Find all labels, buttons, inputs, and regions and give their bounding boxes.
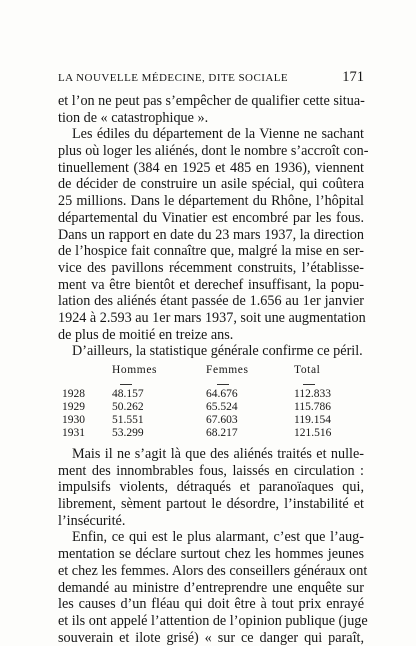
text-line: et ils ont appelé l’attention de l’opinion publique (juge	[58, 612, 368, 629]
text-line: mentation se déclare surtout chez les hommes jeunes	[58, 546, 364, 563]
text-line: Enfin, ce qui est le plus alarmant, c’est que l’aug-	[72, 529, 364, 546]
table-cell: 1930	[62, 414, 85, 426]
table-header-cell: Total	[294, 364, 321, 376]
paragraph	[58, 343, 364, 360]
text-line: Les édiles du département de la Vienne ne sachant	[72, 126, 364, 143]
table-cell: 48.157	[112, 388, 144, 400]
text-line: tion de « catastrophique ».	[58, 109, 209, 126]
text-line: de décider de construire un asile spécial, qui coûtera	[58, 176, 364, 193]
table-cell: 53.299	[112, 427, 144, 439]
paragraph	[58, 126, 369, 343]
running-head: LA NOUVELLE MÉDECINE, DITE SOCIALE	[58, 72, 289, 84]
text-line: de l’hospice fait connaître que, malgré la mise en ser-	[58, 243, 364, 260]
text-line: plus où loger les aliénés, dont le nombre s’accroît con-	[58, 143, 369, 160]
table-cell: 112.833	[294, 388, 331, 400]
text-line: 1924 à 2.593 au 1er mars 1937, soit une augmentation	[58, 309, 366, 326]
text-line: de plus de moitié en treize ans.	[58, 326, 234, 343]
header-dash	[217, 384, 229, 385]
table-cell: 121.516	[294, 427, 332, 439]
table-row	[58, 414, 364, 427]
table-cell: 68.217	[206, 427, 238, 439]
header-dash	[303, 384, 315, 385]
table-cell: 64.676	[206, 388, 238, 400]
table-cell: 1928	[62, 388, 85, 400]
body-text	[58, 93, 369, 646]
table-header-row	[58, 364, 364, 377]
text-line: souverain et ilote grisé) « sur ce danger qui paraît,	[58, 629, 364, 646]
page-number: 171	[342, 69, 364, 85]
text-line: 25 millions. Dans le département du Rhône, l’hôpital	[58, 193, 364, 210]
text-line: ment des innombrables fous, laissés en circulation :	[58, 462, 364, 479]
page-header	[58, 69, 364, 86]
table-row	[58, 427, 364, 440]
table-cell: 1929	[62, 401, 85, 413]
text-line: Mais il ne s’agit là que des aliénés traités et nulle-	[72, 446, 364, 462]
text-line: librement, sèment partout le désordre, l’instabilité et	[58, 496, 364, 513]
table-cell: 1931	[62, 427, 85, 439]
text-line: D’ailleurs, la statistique générale confirme ce péril.	[72, 343, 363, 360]
paragraph	[58, 529, 368, 646]
text-line: les causes d’un fléau qui doit être à tout prix enrayé	[58, 596, 364, 613]
paragraph	[58, 93, 364, 126]
paragraph	[58, 446, 364, 529]
table-row	[58, 401, 364, 414]
table-header-cell: Femmes	[206, 364, 249, 376]
table-cell: 50.262	[112, 401, 144, 413]
text-line: et l’on ne peut pas s’empêcher de qualifier cette situa-	[58, 93, 365, 109]
table-header-cell	[58, 364, 92, 377]
table-cell: 67.603	[206, 414, 238, 426]
text-line: tinuellement (384 en 1925 et 485 en 1936), viennent	[58, 159, 364, 176]
table-header-cell: Hommes	[112, 364, 158, 376]
text-line: Dans un rapport en date du 23 mars 1937, la direction	[58, 226, 364, 243]
text-line: l’insécurité.	[58, 512, 126, 529]
text-line: demandé au ministre d’entreprendre une enquête sur	[58, 579, 364, 596]
header-dash	[120, 384, 132, 385]
table-cell: 119.154	[294, 414, 331, 426]
text-line: et chez les femmes. Alors des conseillers généraux ont	[58, 562, 368, 579]
table-cell: 115.786	[294, 401, 331, 413]
table-cell: 51.551	[112, 414, 144, 426]
table-row	[58, 388, 364, 401]
text-line: ment va être bientôt et derechef insuffisant, la popu-	[58, 276, 364, 293]
table-cell: 65.524	[206, 401, 238, 413]
text-line: lation des aliénés étant passée de 1.656 au 1er janvier	[58, 293, 364, 310]
text-line: vice des pavillons récemment construits, l’établisse-	[58, 259, 364, 276]
table-rule-row	[58, 378, 364, 388]
text-line: départemental du Vinatier est encombré par les fous.	[58, 209, 364, 226]
text-line: impulsifs violents, détraqués et paranoïaques qui,	[58, 479, 364, 496]
statistics-table	[58, 364, 364, 440]
